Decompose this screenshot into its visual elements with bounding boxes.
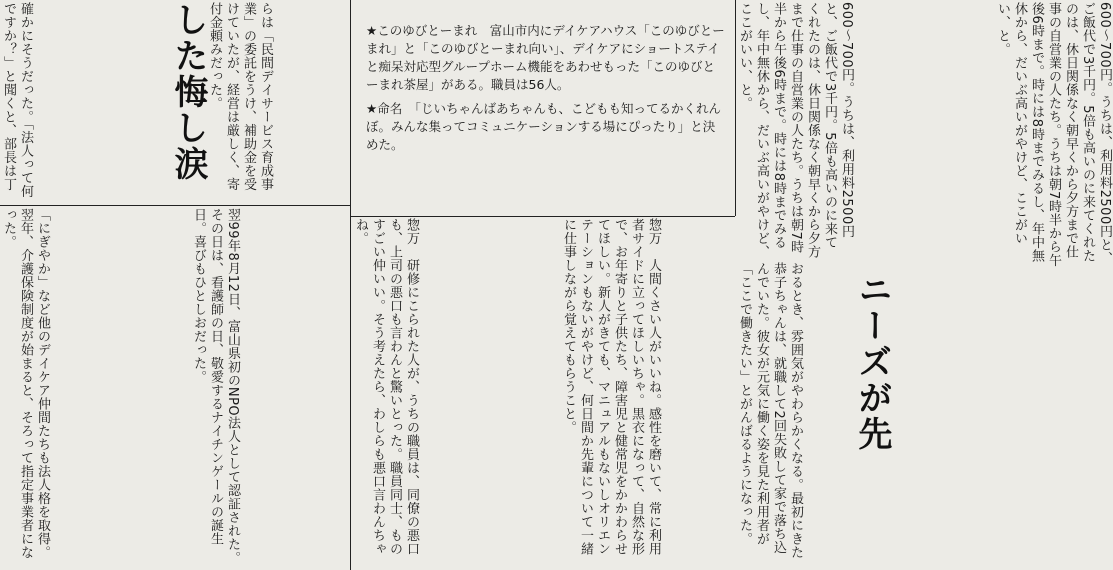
headline-regret-tears: した悔し涙 (168, 2, 208, 182)
article-npo-certified-text: 翌99年8月12日、富山県初のNPO法人として認証された。その日は、看護師の日、敬愛するナイチンゲールの誕生日。喜びもひとしおだった。 (191, 208, 240, 565)
article-column-1: 600〜700円。うちは、利用料2500円と、ご飯代で3千円。5倍も高いのに来てくれたのは、休日関係なく朝早くから夕方まで仕事の自営業の人たち。うちは朝7時半から午後6時まで。時には8時までみるし、年中無休から、だいぶ高いがやけど、ここがいい、と。 (995, 2, 1112, 268)
article-top-right (736, 2, 1022, 262)
article-needs-text: おるとき、雰囲気がやわらかくなる。最初にきた恭子ちゃんは、就職して2回失敗して家で落ち込んでいた。彼女が元気に働く姿を見た利用者が「ここで働きたい」とがんばるようになった。 (737, 262, 803, 559)
article-section-faces (352, 218, 560, 568)
article-other-groups-text: 「にぎやか」など他のデイケア仲間たちも法人格を取得。翌年、介護保険制度が始まると、そろって指定事業者になった。 (1, 208, 50, 559)
article-staff-text: 惣万 人間くさい人がいいね。感性を磨いて、常に利用者サイドに立ってほしいちゃ。黒衣になって、自然な形で、お年寄りと子供たち、障害児と健常児をかかわらせてほしい。新人がきても、マニュアルもないしオリエンテーションもないがやけど、何日間か先輩について一緒に仕事しながら覚えてもらうこと。 (561, 218, 661, 556)
article-section-npo-certified (190, 208, 350, 568)
info-entry-naming: ★命名 「じいちゃんばあちゃんも、こどもも知ってるかくれんぼ。みんな集ってコミュニケーションする場にぴったり」と決めた。 (366, 101, 721, 152)
article-top-right-text: 600〜700円。うちは、利用料2500円と、ご飯代で3千円。5倍も高いのに来てくれたのは、休日関係なく朝早くから夕方まで仕事の自営業の人たち。うちは朝7時半から午後6時まで。時には8時までみるし、年中無休から、だいぶ高いがやけど、ここがいい、と。 (737, 2, 854, 259)
info-entry-yubi: ★このゆびとーまれ 富山市内にデイケアハウス「このゆびとーまれ」と「このゆびとーまれ向い」、デイケアにショートステイと痴呆対応型グループホーム機能をあわせもった「このゆびとーまれ茶屋」がある。職員は56人。 (366, 23, 725, 92)
divider-top-left (0, 205, 350, 206)
article-faces-text: 惣万 研修にこられた人が、うちの職員は、同僚の悪口も、上司の悪口も言わんと驚いとった。職員同士、ものすごい仲いい。そう考えたら、わしらも悪口言わんちゃね。 (353, 218, 419, 556)
article-section-staff (560, 218, 736, 568)
divider-vertical (350, 0, 351, 570)
article-section-npo-intro (206, 2, 350, 202)
headline-needs-first: ニーズが先 (852, 272, 892, 452)
article-section-other-groups (0, 208, 190, 568)
divider-middle (350, 216, 735, 217)
info-box (366, 22, 726, 212)
divider-vertical-right (735, 0, 736, 216)
article-section-accident (0, 2, 160, 202)
article-accident-text: 確かにそうだった。「法人って何ですか？」と聞くと、部長は丁 (1, 2, 33, 198)
article-section-needs (736, 262, 1022, 567)
article-npo-intro-text: らは「民間デイサービス育成事業」の委託をうけ、補助金を受けていたが、経営は厳しく、寄付金頼みだった。 (207, 2, 273, 191)
